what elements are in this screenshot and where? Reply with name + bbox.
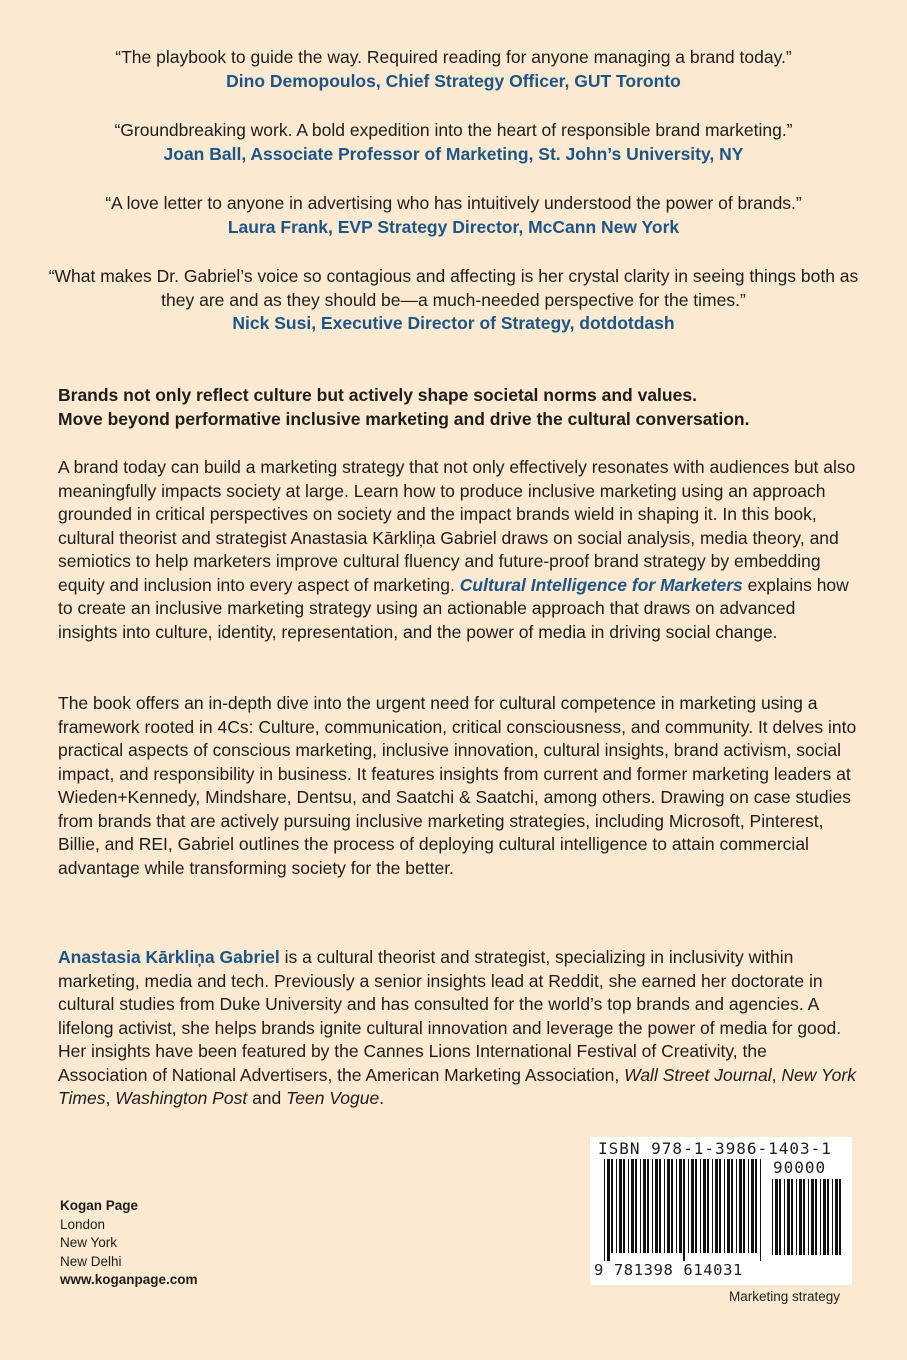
bio-separator: , [105,1088,116,1108]
publisher-name: Kogan Page [60,1198,139,1213]
barcode-bar [803,1179,805,1255]
barcode-bar [631,1159,634,1253]
price-addon-number: 90000 [773,1158,827,1177]
barcode-bar [799,1179,802,1255]
barcode-bar [835,1179,838,1255]
barcode-bar [695,1159,697,1253]
book-category: Marketing strategy [729,1289,841,1304]
publisher-city: New York [60,1235,118,1250]
barcode-bar [676,1159,677,1253]
isbn-number: ISBN 978-1-3986-1403-1 [598,1139,832,1158]
publication-name: New York Times [58,1064,856,1108]
barcode-bar [755,1159,757,1253]
quote-text: “What makes Dr. Gabriel’s voice so contagious and affecting is her crystal clarity in seeing things both as they are and as they should be—a much-needed perspective for the times.” [48,266,859,310]
barcode-bar [736,1159,737,1253]
quote-text: “The playbook to guide the way. Required reading for anyone managing a brand today.” [115,47,792,67]
endorsement-quote [30,46,877,93]
endorsement-quote [30,192,877,239]
barcode-bar [827,1179,829,1255]
publisher-city: London [60,1216,106,1232]
publisher-info [60,1197,198,1290]
barcode-bar [820,1179,821,1255]
barcode-bar [739,1159,742,1253]
barcode-bar [796,1179,797,1255]
publisher-city: New Delhi [60,1253,122,1269]
quote-attribution: Joan Ball, Associate Professor of Marketing, St. John’s University, NY [163,143,744,164]
barcode-bar [727,1159,730,1253]
addon-barcode-bars [772,1179,844,1263]
barcode-bar [667,1159,670,1253]
book-title: Cultural Intelligence for Marketers [459,574,743,595]
barcode-bar [655,1159,658,1253]
barcode-bar [775,1179,778,1255]
barcode-bar [652,1159,653,1253]
author-name: Anastasia Kārkliņa Gabriel [58,947,280,967]
barcode-bar [784,1179,785,1255]
barcode-bar [607,1159,610,1261]
author-bio [58,946,858,1111]
barcode-bar [623,1159,625,1253]
publication-name: Wall Street Journal [624,1064,772,1085]
barcode-bar [688,1159,689,1253]
barcode-bar [724,1159,725,1253]
description-paragraph [58,692,858,880]
barcode-bar [679,1159,682,1253]
barcode-bar [700,1159,701,1253]
barcode-bar [640,1159,641,1253]
bio-separator: and [247,1088,287,1108]
barcode-bar [751,1159,754,1253]
publication-name: Teen Vogue [286,1088,380,1108]
quote-text: “A love letter to anyone in advertising who has intuitively understood the power of brands.” [105,193,802,213]
quote-text: “Groundbreaking work. A bold expedition into the heart of responsible brand marketing.” [114,120,793,140]
description-text: The book offers an in-depth dive into the urgent need for cultural competence in marketing using a framework rooted in 4Cs: Culture, communication, critical consciousness, and community. It delves into practical aspects of conscious marketing, inclusive innovation, cultural insights, brand activism, social impact, and responsibility in business. It features insights from current and former marketing leaders at Wieden+Kennedy, Mindshare, Dentsu, and Saatchi & Saatchi, among others. Drawing on case studies from brands that are actively pursuing inclusive marketing strategies, including Microsoft, Pinterest, Billie, and REI, Gabriel outlines the process of deploying cultural intelligence to attain commercial advantage while transforming society for the better. [58,693,857,878]
barcode-bar [791,1179,793,1255]
barcode-bar [611,1159,613,1253]
lead-line: Move beyond performative inclusive marketing and drive the cultural conversation. [58,408,750,429]
quote-attribution: Dino Demopoulos, Chief Strategy Officer, GUT Toronto [226,70,681,91]
description-text: A brand today can build a marketing strategy that not only effectively resonates with audiences but also meaningfully impacts society at large. Learn how to produce inclusive marketing using an approach grounded in critical perspectives on society and the impact brands wield in shaping it. In this book, cultural theorist and strategist Anastasia Kārkliņa Gabriel draws on social analysis, media theory, and semiotics to help marketers improve cultural fluency and future-proof brand strategy by embedding equity and inclusion into every aspect of marketing. [58,457,856,595]
barcode-bar [628,1159,629,1253]
barcode-bar [619,1159,622,1253]
quote-attribution: Nick Susi, Executive Director of Strategy, dotdotdash [232,313,675,333]
bio-separator: , [771,1064,782,1085]
barcode-bar [823,1179,826,1255]
description-paragraph [58,456,858,644]
barcode-bar [808,1179,809,1255]
barcode-bar [659,1159,661,1253]
barcode-bar [604,1159,605,1261]
barcode-bar [643,1159,646,1253]
barcode-bar [731,1159,733,1253]
ean-number: 9 781398 614031 [594,1261,743,1279]
barcode-bar [712,1159,713,1253]
isbn-barcode [590,1137,852,1285]
barcode-bar [616,1159,617,1253]
barcode-bar [691,1159,694,1253]
barcode-bar [647,1159,649,1253]
barcode-bar [719,1159,721,1253]
barcode-bar [743,1159,745,1253]
barcode-bar [683,1159,685,1261]
barcode-bar [703,1159,706,1253]
endorsement-quote [30,265,877,336]
barcode-bar [779,1179,781,1255]
endorsement-quotes [30,46,877,362]
publisher-website: www.koganpage.com [60,1272,198,1287]
barcode-bar [815,1179,817,1255]
barcode-bar [748,1159,749,1253]
barcode-bar [772,1179,773,1255]
publication-name: Washington Post [115,1088,248,1108]
barcode-bar [664,1159,665,1253]
barcode-bar [715,1159,718,1253]
bio-end: . [379,1088,385,1108]
description-text: explains how to create an inclusive marketing strategy using an actionable approach that draws on advanced insights into culture, identity, representation, and the power of media in driving social change. [58,574,849,642]
barcode-bar [671,1159,673,1253]
barcode-bar [787,1179,790,1255]
lead-line: Brands not only reflect culture but actively shape societal norms and values. [58,385,697,405]
bio-text: is a cultural theorist and strategist, specializing in inclusivity within marketing, media and tech. Previously a senior insights lead at Reddit, she earned her doctorate in cultural studies from Duke University and has consulted for the world’s top brands and agencies. A lifelong activist, she helps brands ignite cultural innovation and leverage the power of media for good. Her insights have been featured by the Cannes Lions International Festival of Creativity, the Association of National Advertisers, the American Marketing Association, [58,947,842,1085]
barcode-bar [635,1159,637,1253]
ean-barcode-bars [604,1159,762,1261]
quote-attribution: Laura Frank, EVP Strategy Director, McCann New York [227,216,680,237]
endorsement-quote [30,119,877,166]
lead-statement [58,384,858,431]
barcode-bar [760,1159,761,1261]
barcode-bar [707,1159,709,1253]
barcode-bar [839,1179,841,1255]
barcode-bar [811,1179,814,1255]
barcode-bar [832,1179,833,1255]
